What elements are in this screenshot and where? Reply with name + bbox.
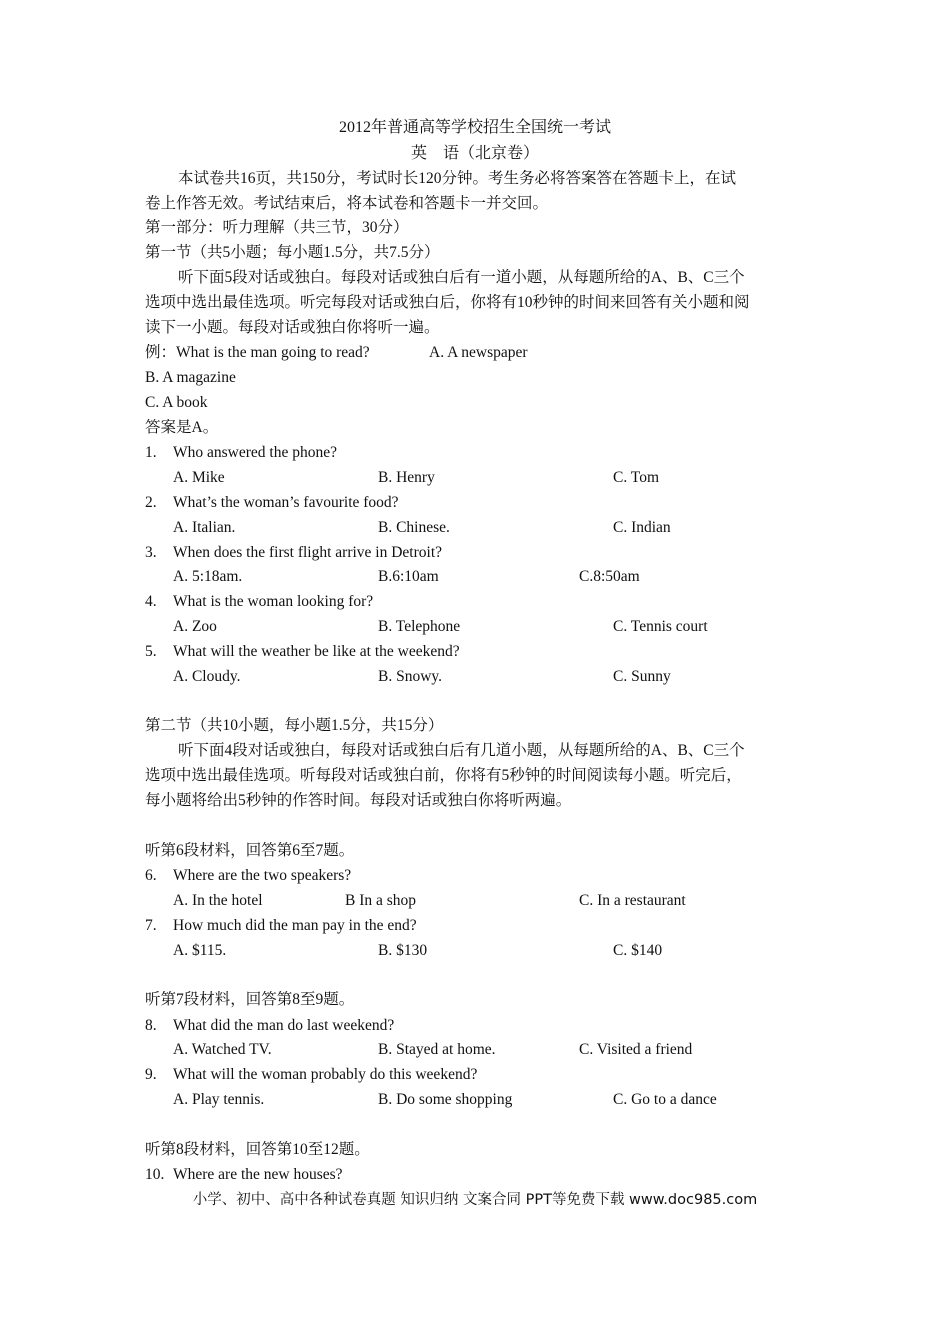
option-a: A. In the hotel bbox=[173, 892, 263, 909]
question-number: 2. bbox=[145, 494, 157, 511]
option-c: C.8:50am bbox=[579, 568, 640, 585]
footer-ad: 小学、初中、高中各种试卷真题 知识归纳 文案合同 PPT等免费下载 www.doc985.com bbox=[192, 1192, 758, 1208]
option-a: A. Italian. bbox=[173, 519, 236, 536]
section2-instruction-2: 选项中选出最佳选项。听每段对话或独白前，你将有5秒钟的时间阅读每小题。听完后， bbox=[145, 767, 742, 784]
question-text: Who answered the phone? bbox=[173, 444, 337, 461]
section2-instruction-3: 每小题将给出5秒钟的作答时间。每段对话或独白你将听两遍。 bbox=[145, 792, 572, 809]
question-text: Where are the two speakers? bbox=[173, 867, 352, 884]
example-option-c: C. A book bbox=[145, 394, 208, 411]
option-a: A. Watched TV. bbox=[173, 1041, 272, 1058]
question-text: What’s the woman’s favourite food? bbox=[173, 494, 399, 511]
section2-heading: 第二节（共10小题，每小题1.5分，共15分） bbox=[145, 717, 444, 734]
section1-instruction-1: 听下面5段对话或独白。每段对话或独白后有一道小题，从每题所给的A、B、C三个 bbox=[178, 269, 745, 286]
option-a: A. Mike bbox=[173, 469, 225, 486]
question-number: 10. bbox=[145, 1166, 165, 1183]
option-b: B. Telephone bbox=[378, 618, 461, 635]
question-number: 8. bbox=[145, 1017, 157, 1034]
section1-instruction-2: 选项中选出最佳选项。听完每段对话或独白后，你将有10秒钟的时间来回答有关小题和阅 bbox=[145, 294, 750, 311]
question-text: How much did the man pay in the end? bbox=[173, 917, 417, 934]
option-b: B. Stayed at home. bbox=[378, 1041, 496, 1058]
question-number: 3. bbox=[145, 544, 157, 561]
question-text: What did the man do last weekend? bbox=[173, 1017, 395, 1034]
section2-instruction-1: 听下面4段对话或独白，每段对话或独白后有几道小题，从每题所给的A、B、C三个 bbox=[178, 742, 745, 759]
material-8-heading: 听第8段材料，回答第10至12题。 bbox=[145, 1141, 370, 1158]
question-number: 9. bbox=[145, 1066, 157, 1083]
intro-line-1: 本试卷共16页，共150分，考试时长120分钟。考生务必将答案答在答题卡上，在试 bbox=[178, 170, 737, 187]
intro-line-2: 卷上作答无效。考试结束后，将本试卷和答题卡一并交回。 bbox=[145, 195, 549, 212]
option-a: A. 5:18am. bbox=[173, 568, 243, 585]
section1-instruction-3: 读下一小题。每段对话或独白你将听一遍。 bbox=[145, 319, 440, 336]
question-number: 6. bbox=[145, 867, 157, 884]
question-text: Where are the new houses? bbox=[173, 1166, 343, 1183]
option-a: A. $115. bbox=[173, 942, 227, 959]
option-c: C. Tom bbox=[613, 469, 660, 486]
question-number: 7. bbox=[145, 917, 157, 934]
part1-heading: 第一部分：听力理解（共三节，30分） bbox=[145, 219, 409, 236]
option-b: B. Henry bbox=[378, 469, 435, 486]
question-text: What will the woman probably do this weekend? bbox=[173, 1066, 478, 1083]
option-a: A. Zoo bbox=[173, 618, 217, 635]
option-b: B. Snowy. bbox=[378, 668, 443, 685]
question-text: What is the woman looking for? bbox=[173, 593, 374, 610]
example-option-a: A. A newspaper bbox=[429, 344, 528, 361]
section1-heading: 第一节（共5小题；每小题1.5分，共7.5分） bbox=[145, 244, 440, 261]
option-a: A. Cloudy. bbox=[173, 668, 241, 685]
example-option-b: B. A magazine bbox=[145, 369, 236, 386]
option-b: B. Do some shopping bbox=[378, 1091, 513, 1108]
option-b: B. $130 bbox=[378, 942, 428, 959]
exam-title: 2012年普通高等学校招生全国统一考试 bbox=[338, 119, 611, 136]
example-answer: 答案是A。 bbox=[145, 419, 219, 436]
material-6-heading: 听第6段材料，回答第6至7题。 bbox=[145, 842, 355, 859]
option-c: C. Sunny bbox=[613, 668, 671, 685]
option-c: C. In a restaurant bbox=[579, 892, 686, 909]
option-c: C. Indian bbox=[613, 519, 671, 536]
example-question: 例：What is the man going to read? bbox=[145, 344, 370, 361]
question-number: 5. bbox=[145, 643, 157, 660]
option-a: A. Play tennis. bbox=[173, 1091, 265, 1108]
question-number: 1. bbox=[145, 444, 157, 461]
option-b: B.6:10am bbox=[378, 568, 439, 585]
option-b: B. Chinese. bbox=[378, 519, 450, 536]
material-7-heading: 听第7段材料，回答第8至9题。 bbox=[145, 991, 355, 1008]
option-b: B In a shop bbox=[345, 892, 417, 909]
option-c: C. Go to a dance bbox=[613, 1091, 717, 1108]
option-c: C. $140 bbox=[613, 942, 663, 959]
option-c: C. Visited a friend bbox=[579, 1041, 693, 1058]
question-text: What will the weather be like at the weekend? bbox=[173, 643, 460, 660]
question-text: When does the first flight arrive in Detroit? bbox=[173, 544, 443, 561]
exam-subject: 英 语（北京卷） bbox=[410, 145, 539, 162]
question-number: 4. bbox=[145, 593, 157, 610]
option-c: C. Tennis court bbox=[613, 618, 708, 635]
